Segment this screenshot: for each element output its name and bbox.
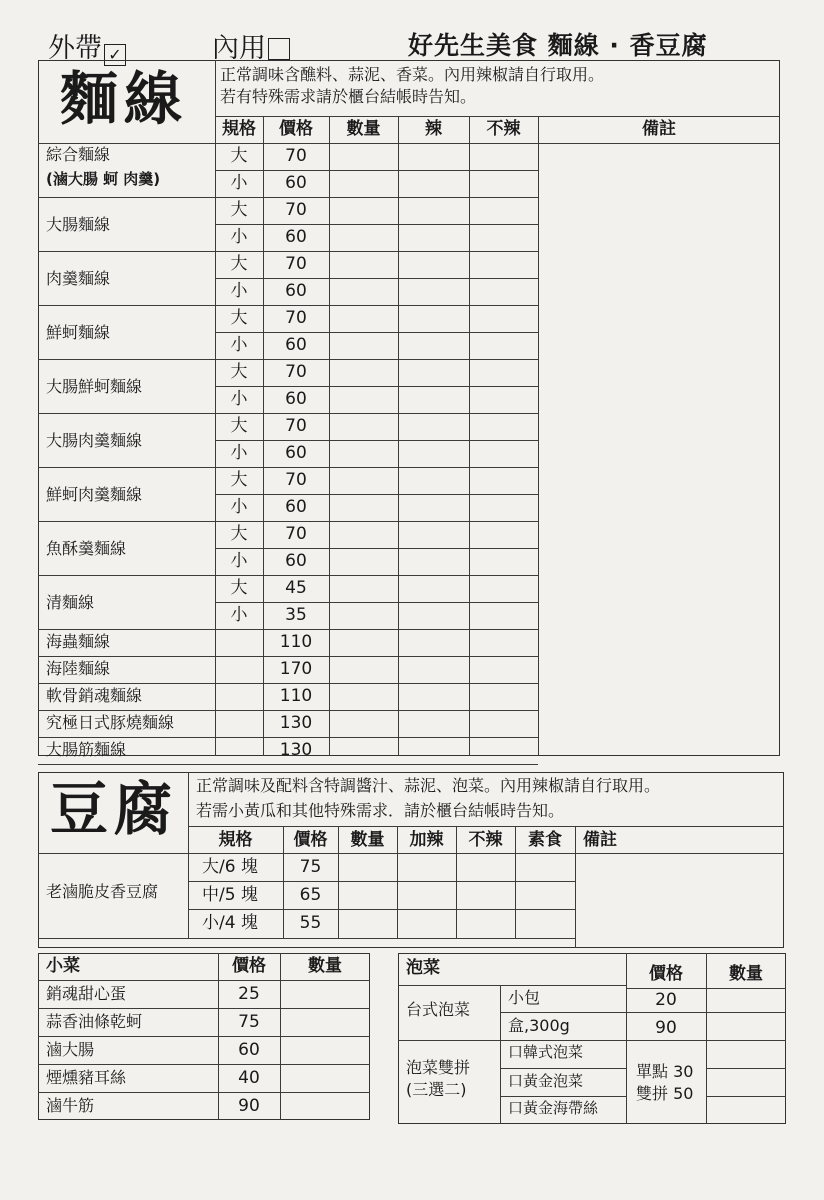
grid-line: [38, 1036, 370, 1037]
grid-line: [398, 116, 399, 756]
grid-line: [500, 1068, 626, 1069]
qty-cell[interactable]: [331, 550, 396, 573]
not-spicy-checkbox[interactable]: [471, 712, 536, 735]
qty-cell[interactable]: [340, 911, 395, 935]
price-cell: 130: [279, 713, 313, 733]
grid-line: [706, 953, 707, 1124]
noodle-title: 麵線: [60, 65, 189, 133]
spicy-checkbox[interactable]: [400, 577, 467, 600]
spicy-checkbox[interactable]: [400, 172, 467, 195]
size-cell: 大: [230, 308, 248, 328]
grid-line: [38, 764, 538, 765]
price-cell: 70: [285, 524, 307, 544]
not-spicy-checkbox[interactable]: [471, 469, 536, 492]
qty-cell[interactable]: [331, 712, 396, 735]
grid-line: [215, 440, 538, 441]
qty-cell[interactable]: [331, 496, 396, 519]
tofu-price-cell: 65: [299, 885, 322, 905]
grid-line: [38, 683, 538, 684]
qty-cell[interactable]: [282, 1094, 368, 1118]
grid-line: [626, 953, 627, 1124]
sides-qty-header: 數量: [308, 956, 342, 976]
tofu-col-header: 規格: [218, 830, 253, 850]
kimchi-small-label: 小包: [508, 988, 541, 1007]
not-spicy-checkbox[interactable]: [471, 523, 536, 546]
grid-line: [500, 1096, 626, 1097]
noodle-col-header: 數量: [346, 119, 381, 139]
spicy-checkbox[interactable]: [400, 442, 467, 465]
side-item-name: 煙燻豬耳絲: [46, 1068, 127, 1087]
not-spicy-checkbox[interactable]: [471, 415, 536, 438]
grid-line: [215, 332, 538, 333]
spicy-checkbox[interactable]: [400, 361, 467, 384]
qty-cell[interactable]: [331, 442, 396, 465]
price-cell: 110: [279, 686, 313, 706]
noodle-col-header: 規格: [222, 119, 256, 139]
not-spicy-checkbox[interactable]: [458, 911, 513, 935]
grid-line: [215, 170, 538, 171]
noodle-item-name: 大腸麵線: [46, 215, 111, 234]
grid-line: [188, 772, 189, 938]
qty-cell[interactable]: [331, 685, 396, 708]
extra-spicy-checkbox[interactable]: [399, 855, 454, 879]
not-spicy-checkbox[interactable]: [471, 145, 536, 168]
noodle-item-name: 大腸鮮蚵麵線: [46, 377, 143, 396]
qty-cell[interactable]: [331, 334, 396, 357]
qty-cell[interactable]: [331, 415, 396, 438]
not-spicy-checkbox[interactable]: [471, 442, 536, 465]
kimchi-double-price: 雙拼 50: [636, 1084, 694, 1103]
kimchi-combo-sub: (三選二): [406, 1080, 467, 1099]
noodle-note-line1: 正常調味含醮料、蒜泥、香菜。內用辣椒請自行取用。: [220, 65, 605, 84]
tofu-col-header: 數量: [350, 830, 385, 850]
tofu-size-cell: 大/6 塊: [202, 857, 258, 877]
not-spicy-checkbox[interactable]: [471, 334, 536, 357]
grid-line: [215, 224, 538, 225]
vegetarian-checkbox[interactable]: [517, 883, 573, 907]
grid-line: [398, 985, 626, 986]
noodle-item-name: 海陸麵線: [46, 659, 111, 678]
kimchi-taiwan-label: 台式泡菜: [406, 1000, 471, 1019]
not-spicy-checkbox[interactable]: [458, 855, 513, 879]
grid-line: [38, 629, 538, 630]
grid-line: [38, 413, 538, 414]
not-spicy-checkbox[interactable]: [471, 550, 536, 573]
spicy-checkbox[interactable]: [400, 604, 467, 627]
tofu-price-cell: 55: [299, 913, 322, 933]
size-cell: 小: [230, 281, 248, 301]
grid-line: [38, 1064, 370, 1065]
qty-cell[interactable]: [708, 1070, 784, 1094]
qty-cell[interactable]: [331, 361, 396, 384]
kimchi-qty-header: 數量: [729, 964, 763, 984]
tofu-note-line1: 正常調味及配料含特調醬汁、蒜泥、泡菜。內用辣椒請自行取用。: [196, 776, 661, 795]
size-cell: 大: [230, 524, 248, 544]
tofu-size-cell: 中/5 塊: [202, 885, 258, 905]
price-cell: 60: [285, 173, 307, 193]
takeout-checkbox[interactable]: ✓: [104, 44, 126, 66]
grid-line: [38, 359, 538, 360]
qty-cell[interactable]: [331, 199, 396, 222]
size-cell: 大: [230, 200, 248, 220]
size-cell: 小: [230, 605, 248, 625]
spicy-checkbox[interactable]: [400, 145, 467, 168]
kimchi-title: 泡菜: [406, 958, 440, 978]
spicy-checkbox[interactable]: [400, 307, 467, 330]
noodle-item-name: 鮮蚵肉羹麵線: [46, 485, 143, 504]
grid-line: [188, 826, 784, 827]
size-cell: 小: [230, 227, 248, 247]
not-spicy-checkbox[interactable]: [471, 199, 536, 222]
qty-cell[interactable]: [331, 172, 396, 195]
spicy-checkbox[interactable]: [400, 253, 467, 276]
qty-cell[interactable]: [331, 631, 396, 654]
price-cell: 60: [285, 443, 307, 463]
noodle-item-name: 魚酥羹麵線: [46, 539, 127, 558]
qty-cell[interactable]: [282, 1010, 368, 1034]
grid-line: [215, 278, 538, 279]
noodle-item-name: 軟骨銷魂麵線: [46, 686, 143, 705]
spicy-checkbox[interactable]: [400, 712, 467, 735]
price-cell: 70: [285, 470, 307, 490]
grid-line: [38, 980, 370, 981]
tofu-col-header: 素食: [528, 830, 562, 850]
price-cell: 170: [279, 659, 313, 679]
size-cell: 小: [230, 335, 248, 355]
tofu-col-header: 價格: [293, 830, 328, 850]
size-cell: 小: [230, 443, 248, 463]
kimchi-option-seaweed: 口黃金海帶絲: [508, 1099, 599, 1117]
qty-cell[interactable]: [331, 307, 396, 330]
size-cell: 大: [230, 416, 248, 436]
grid-line: [215, 602, 538, 603]
noodle-col-header: 辣: [425, 119, 442, 139]
price-cell: 70: [285, 308, 307, 328]
grid-line: [38, 467, 538, 468]
spicy-checkbox[interactable]: [400, 658, 467, 681]
grid-line: [188, 881, 575, 882]
qty-cell[interactable]: [282, 1038, 368, 1062]
vegetarian-checkbox[interactable]: [517, 855, 573, 879]
qty-cell[interactable]: [331, 388, 396, 411]
qty-cell[interactable]: [331, 145, 396, 168]
price-cell: 60: [285, 551, 307, 571]
price-cell: 110: [279, 632, 313, 652]
noodle-item-name: 肉羹麵線: [46, 269, 111, 288]
spicy-checkbox[interactable]: [400, 280, 467, 303]
sides-title: 小菜: [46, 956, 80, 976]
kimchi-box-price: 90: [655, 1018, 677, 1038]
price-cell: 60: [285, 281, 307, 301]
noodle-item-name: 綜合麵線: [46, 145, 111, 164]
not-spicy-checkbox[interactable]: [471, 739, 536, 762]
qty-cell[interactable]: [331, 577, 396, 600]
grid-line: [706, 1096, 786, 1097]
qty-cell[interactable]: [331, 226, 396, 249]
price-cell: 35: [285, 605, 307, 625]
grid-line: [706, 1068, 786, 1069]
not-spicy-checkbox[interactable]: [471, 685, 536, 708]
price-cell: 70: [285, 362, 307, 382]
noodle-remarks-area[interactable]: [540, 145, 778, 754]
side-item-price: 60: [238, 1040, 260, 1060]
side-item-name: 銷魂甜心蛋: [46, 984, 127, 1003]
not-spicy-checkbox[interactable]: [471, 226, 536, 249]
price-cell: 60: [285, 497, 307, 517]
price-cell: 45: [285, 578, 307, 598]
spicy-checkbox[interactable]: [400, 550, 467, 573]
tofu-size-cell: 小/4 塊: [202, 913, 258, 933]
spicy-checkbox[interactable]: [400, 199, 467, 222]
spicy-checkbox[interactable]: [400, 496, 467, 519]
not-spicy-checkbox[interactable]: [471, 172, 536, 195]
extra-spicy-checkbox[interactable]: [399, 883, 454, 907]
grid-line: [215, 116, 780, 117]
price-cell: 60: [285, 335, 307, 355]
size-cell: 大: [230, 578, 248, 598]
grid-line: [469, 116, 470, 756]
grid-line: [38, 305, 538, 306]
grid-line: [38, 710, 538, 711]
price-cell: 70: [285, 200, 307, 220]
spicy-checkbox[interactable]: [400, 523, 467, 546]
price-cell: 130: [279, 740, 313, 760]
not-spicy-checkbox[interactable]: [471, 280, 536, 303]
tofu-col-header: 備註: [583, 830, 617, 850]
qty-cell[interactable]: [282, 982, 368, 1006]
price-cell: 60: [285, 227, 307, 247]
size-cell: 大: [230, 470, 248, 490]
grid-line: [38, 521, 538, 522]
noodle-item-name: 大腸肉羹麵線: [46, 431, 143, 450]
noodle-item-desc: (滷大腸 蚵 肉羹): [46, 170, 161, 188]
grid-line: [38, 1008, 370, 1009]
kimchi-option-korean: 口韓式泡菜: [508, 1043, 584, 1061]
size-cell: 小: [230, 497, 248, 517]
qty-cell[interactable]: [282, 1066, 368, 1090]
not-spicy-checkbox[interactable]: [471, 658, 536, 681]
dinein-label: 內用: [212, 33, 266, 64]
not-spicy-checkbox[interactable]: [471, 388, 536, 411]
takeout-label: 外帶: [48, 33, 102, 64]
kimchi-price-header: 價格: [649, 964, 683, 984]
price-cell: 60: [285, 389, 307, 409]
qty-cell[interactable]: [708, 1098, 784, 1122]
size-cell: 大: [230, 146, 248, 166]
spicy-checkbox[interactable]: [400, 469, 467, 492]
qty-cell[interactable]: [331, 280, 396, 303]
tofu-price-cell: 75: [299, 857, 322, 877]
not-spicy-checkbox[interactable]: [471, 361, 536, 384]
not-spicy-checkbox[interactable]: [458, 883, 513, 907]
grid-line: [38, 853, 784, 854]
spicy-checkbox[interactable]: [400, 388, 467, 411]
size-cell: 大: [230, 254, 248, 274]
noodle-item-name: 鮮蚵麵線: [46, 323, 111, 342]
not-spicy-checkbox[interactable]: [471, 577, 536, 600]
qty-cell[interactable]: [331, 469, 396, 492]
not-spicy-checkbox[interactable]: [471, 253, 536, 276]
not-spicy-checkbox[interactable]: [471, 604, 536, 627]
grid-line: [329, 116, 330, 756]
tofu-col-header: 加辣: [409, 830, 444, 850]
not-spicy-checkbox[interactable]: [471, 307, 536, 330]
vegetarian-checkbox[interactable]: [517, 911, 573, 935]
qty-cell[interactable]: [331, 523, 396, 546]
spicy-checkbox[interactable]: [400, 631, 467, 654]
kimchi-option-golden: 口黃金泡菜: [508, 1072, 584, 1090]
side-item-price: 75: [238, 1012, 260, 1032]
size-cell: 小: [230, 173, 248, 193]
noodle-item-name: 海蟲麵線: [46, 632, 111, 651]
shop-title: 好先生美食 麵線 · 香豆腐: [408, 31, 708, 60]
grid-line: [38, 656, 538, 657]
tofu-note-line2: 若需小黃瓜和其他特殊需求．請於櫃台結帳時告知。: [196, 801, 565, 820]
grid-line: [500, 985, 501, 1124]
qty-cell[interactable]: [331, 739, 396, 762]
grid-line: [215, 386, 538, 387]
grid-line: [38, 575, 538, 576]
qty-cell[interactable]: [340, 883, 395, 907]
spicy-checkbox[interactable]: [400, 226, 467, 249]
extra-spicy-checkbox[interactable]: [399, 911, 454, 935]
tofu-title: 豆腐: [50, 775, 179, 843]
noodle-col-header: 不辣: [486, 119, 521, 139]
grid-line: [538, 116, 539, 756]
grid-line: [215, 548, 538, 549]
qty-cell[interactable]: [708, 1042, 784, 1066]
side-item-price: 25: [238, 984, 260, 1004]
side-item-price: 40: [238, 1068, 260, 1088]
qty-cell[interactable]: [340, 855, 395, 879]
noodle-note-line2: 若有特殊需求請於櫃台結帳時告知。: [220, 87, 477, 106]
side-item-name: 滷牛筋: [46, 1096, 95, 1115]
tofu-col-header: 不辣: [468, 830, 503, 850]
dinein-checkbox[interactable]: [268, 38, 290, 60]
qty-cell[interactable]: [708, 990, 784, 1010]
noodle-item-name: 究極日式豚燒麵線: [46, 713, 175, 732]
price-cell: 70: [285, 254, 307, 274]
spicy-checkbox[interactable]: [400, 685, 467, 708]
spicy-checkbox[interactable]: [400, 334, 467, 357]
size-cell: 小: [230, 389, 248, 409]
grid-line: [38, 143, 780, 144]
price-cell: 70: [285, 416, 307, 436]
grid-line: [188, 909, 575, 910]
noodle-item-name: 大腸筋麵線: [46, 740, 127, 759]
side-item-name: 蒜香油條乾蚵: [46, 1012, 143, 1031]
kimchi-single-price: 單點 30: [636, 1062, 694, 1081]
grid-line: [38, 938, 575, 939]
size-cell: 大: [230, 362, 248, 382]
kimchi-box-label: 盒,300g: [508, 1016, 570, 1035]
sides-price-header: 價格: [232, 956, 266, 976]
noodle-item-name: 清麵線: [46, 593, 95, 612]
qty-cell[interactable]: [331, 604, 396, 627]
tofu-item-name: 老滷脆皮香豆腐: [46, 882, 159, 901]
tofu-remarks-area[interactable]: [577, 855, 782, 946]
noodle-col-header: 價格: [279, 119, 313, 139]
qty-cell[interactable]: [708, 1014, 784, 1038]
spicy-checkbox[interactable]: [400, 415, 467, 438]
qty-cell[interactable]: [331, 658, 396, 681]
grid-line: [38, 197, 538, 198]
not-spicy-checkbox[interactable]: [471, 631, 536, 654]
side-item-price: 90: [238, 1096, 260, 1116]
noodle-col-header: 備註: [642, 119, 676, 139]
grid-line: [38, 1092, 370, 1093]
grid-line: [215, 494, 538, 495]
grid-line: [38, 251, 538, 252]
grid-line: [398, 1040, 786, 1041]
not-spicy-checkbox[interactable]: [471, 496, 536, 519]
grid-line: [38, 737, 538, 738]
size-cell: 小: [230, 551, 248, 571]
grid-line: [500, 1012, 786, 1013]
kimchi-combo-label: 泡菜雙拼: [406, 1058, 471, 1077]
spicy-checkbox[interactable]: [400, 739, 467, 762]
price-cell: 70: [285, 146, 307, 166]
kimchi-small-price: 20: [655, 990, 677, 1010]
qty-cell[interactable]: [331, 253, 396, 276]
side-item-name: 滷大腸: [46, 1040, 95, 1059]
